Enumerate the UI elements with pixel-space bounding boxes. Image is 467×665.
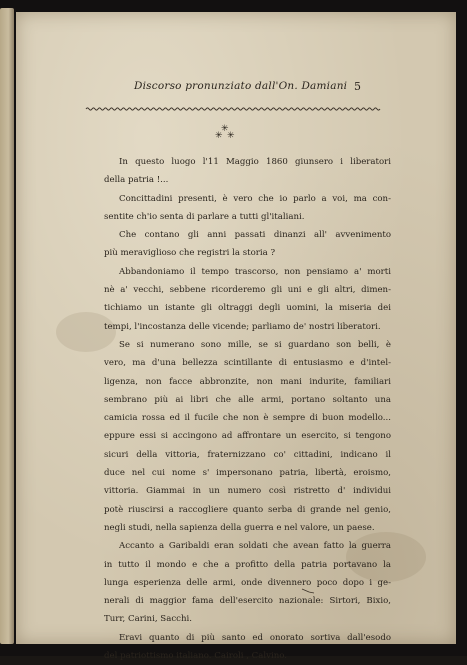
text-line: ligenza, non facce abbronzite, non mani indurite, familiari: [104, 376, 391, 387]
paragraph: [104, 153, 391, 190]
paragraph: [104, 226, 391, 263]
pencil-mark: [301, 588, 315, 594]
text-line: Accanto a Garibaldi eran soldati che avean fatto la guerra: [119, 541, 391, 552]
text-line: in tutto il mondo e che a profitto della patria portavano la: [104, 559, 391, 570]
text-line: Concittadini presenti, è vero che io parlo a voi, ma con-: [119, 193, 391, 204]
paragraph: [104, 629, 391, 665]
text-line: Che contano gli anni passati dinanzi all' avvenimento: [119, 230, 391, 241]
text-line: nè a' vecchi, sebbene ricorderemo gli uni e gli altri, dimen-: [104, 285, 391, 296]
text-line: sentite ch'io senta di parlare a tutti gl'italiani.: [104, 211, 305, 222]
text-line: eppure essi si accingono ad affrontare un esercito, si tengono: [104, 431, 391, 442]
text-line: tichiamo un istante gli oltraggi degli uomini, la miseria dei: [104, 303, 391, 314]
text-line: camicia rossa ed il fucile che non è sempre di buon modello...: [104, 413, 391, 424]
paragraph: [104, 537, 391, 628]
text-line: lunga esperienza delle armi, onde divennero poco dopo i ge-: [104, 577, 391, 588]
svg-text:✳: ✳: [227, 131, 235, 141]
text-line: Eravi quanto di più santo ed onorato sortiva dall'esodo: [119, 632, 391, 643]
text-line: sicuri della vittoria, fraternizzano co' cittadini, indicano il: [104, 449, 391, 460]
text-line: tempi, l'incostanza delle vicende; parliamo de' nostri liberatori.: [104, 321, 381, 332]
text-line: più meraviglioso che registri la storia ?: [104, 248, 276, 259]
book-page: [16, 12, 456, 662]
svg-text:✳: ✳: [215, 131, 223, 141]
paragraph: [104, 336, 391, 537]
text-line: vittoria. Giammai in un numero così ristretto d' individui: [104, 486, 391, 497]
text-line: Turr, Carini, Sacchi.: [104, 614, 192, 625]
text-line: Abbandoniamo il tempo trascorso, non pensiamo a' morti: [119, 266, 391, 277]
text-line: della patria !...: [104, 175, 169, 186]
facing-page-edge: [0, 8, 14, 644]
svg-text:✳: ✳: [221, 124, 229, 134]
text-line: potè riuscirsi a raccogliere quanto serba di grande nel genio,: [104, 504, 391, 515]
text-line: sembrano più ai libri che alle armi, portano soltanto una: [104, 394, 391, 405]
paragraph: [104, 263, 391, 336]
page-header: [16, 80, 456, 100]
paragraph: [104, 190, 391, 227]
page-number: 5: [354, 80, 361, 93]
running-title: Discorso pronunziato dall'On. Damiani: [134, 80, 348, 92]
wavy-rule-ornament: [86, 104, 378, 114]
text-line: In questo luogo l'11 Maggio 1860 giunsero i liberatori: [119, 157, 391, 167]
body-text: [104, 153, 391, 665]
text-line: del patriottismo italiano. Cairoli , Calvino.: [104, 651, 288, 662]
text-line: vero, ma d'una bellezza scintillante di entusiasmo e d'intel-: [104, 358, 391, 369]
text-line: Se si numerano sono mille, se si guardano son belli, è: [119, 339, 391, 350]
text-line: nerali di maggior fama dell'esercito nazionale: Sirtori, Bixio,: [104, 596, 391, 607]
text-line: duce nel cui nome s' impersonano patria, libertà, eroismo,: [104, 468, 391, 479]
asterism-icon: [212, 124, 242, 146]
text-line: negli studi, nella sapienza della guerra e nel valore, un paese.: [104, 522, 375, 533]
